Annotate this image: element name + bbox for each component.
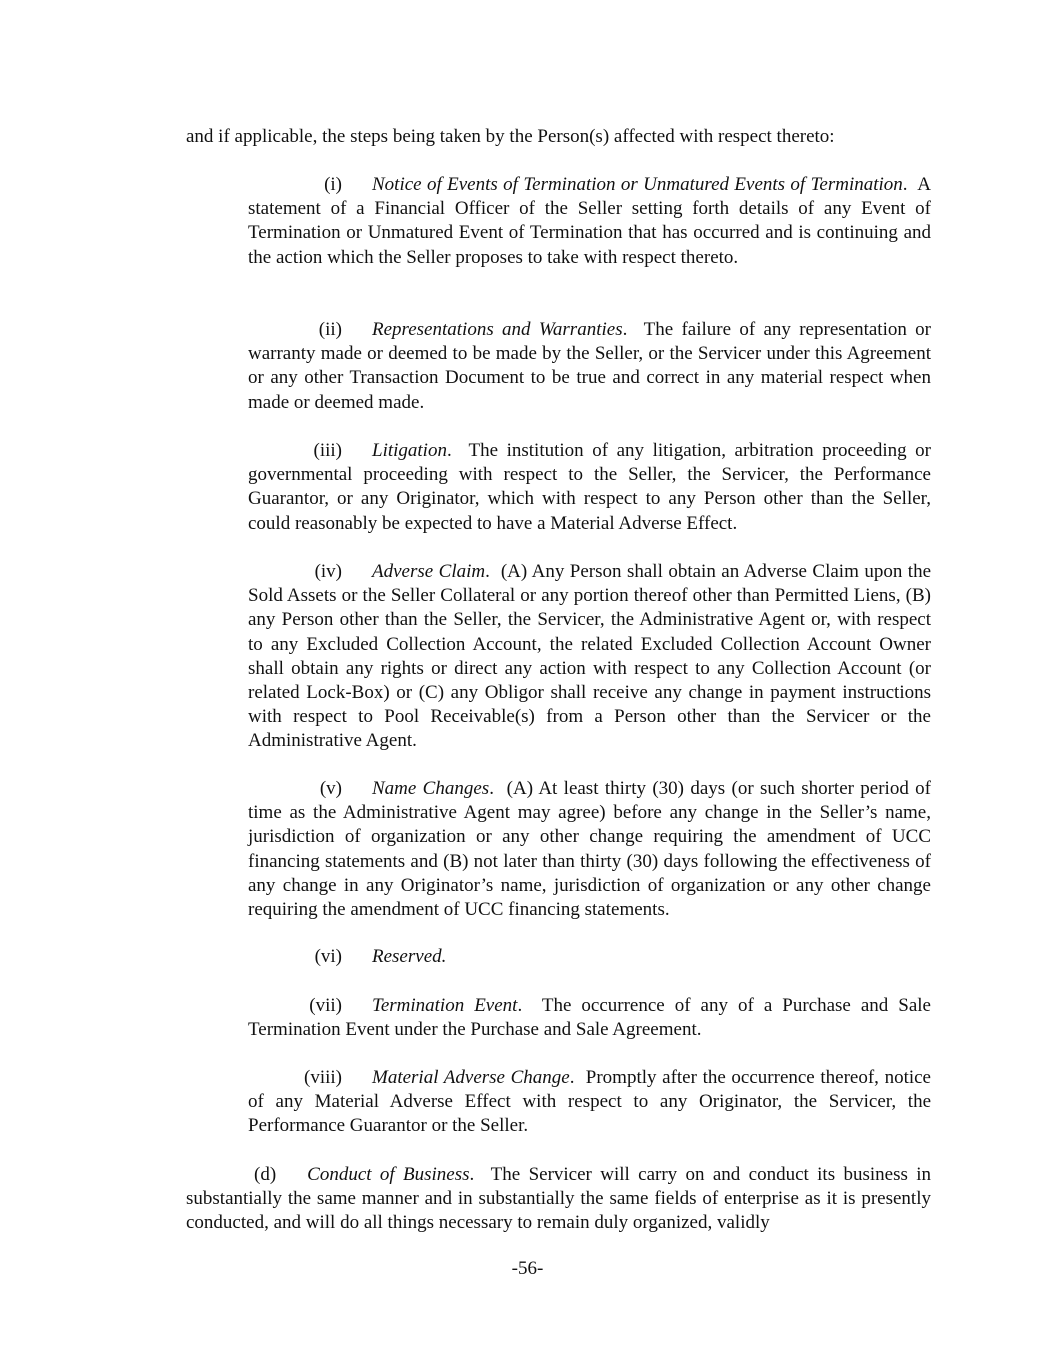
list-item: (v) Name Changes. (A) At least thirty (30) days (or such shorter period of time as the Administrative Agent may agree) before any change in the Seller’s name, jurisdiction of organization or any other change requiring the amendment of UCC financing statements and (B) not later than thirty (30) days following the effectiveness of any change in any Originator’s name, jurisdiction of organization or any other change requiring the amendment of UCC financing statements. (248, 778, 932, 921)
item-text: The occurrence of any of a Purchase and Sale Termination Event under the Purchase and Sale Agreement. (248, 995, 931, 1041)
page-number: -56- (511, 1258, 544, 1279)
item-number: (ii) (318, 319, 342, 340)
item-text: The institution of any litigation, arbitration proceeding or governmental proceeding with respect to the Seller, the Servicer, the Performance Guarantor, or any Originator, which with respect to any Person other than the Seller, could reasonably be expected to have a Material Adverse Effect. (248, 440, 931, 534)
item-text: (A) Any Person shall obtain an Adverse Claim upon the Sold Assets or the Seller Collateral or any portion thereof other than Permitted Liens, (B) any Person other than the Seller, the Servicer, the Administrative Agent or, with respect to any Excluded Collection Account, the related Excluded Collection Account Owner shall obtain any rights or direct any action with respect to any Collection Account (or related Lock-Box) or (C) any Obligor shall receive any change in payment instructions with respect to Pool Receivable(s) from a Person other than the Servicer or the Administrative Agent. (248, 561, 932, 752)
item-number: (vi) (314, 946, 342, 967)
item-number: (iv) (314, 561, 342, 582)
item-text: A statement of a Financial Officer of the Seller setting forth details of any Event of Termination or Unmatured Event of Termination that has occurred and is continuing and the action which the Seller proposes to take with respect thereto. (248, 174, 931, 268)
item-number: (iii) (313, 440, 342, 461)
item-text: The failure of any representation or warranty made or deemed to be made by the Seller, or the Servicer under this Agreement or any other Transaction Document to be true and correct in any material respect when made or deemed made. (248, 319, 931, 413)
list-item: (vii) Termination Event. The occurrence of any of a Purchase and Sale Termination Event under the Purchase and Sale Agreement. (248, 995, 931, 1041)
item-title: Representations and Warranties (372, 319, 623, 340)
list-item: (i) Notice of Events of Termination or Unmatured Events of Termination. A statement of a Financial Officer of the Seller setting forth details of any Event of Termination or Unmatured Event of Termination that has occurred and is continuing and the action which the Seller proposes to take with respect thereto. (248, 174, 931, 268)
list-item (248, 945, 931, 969)
list-item: (viii) Material Adverse Change. Promptly after the occurrence thereof, notice of any Material Adverse Effect with respect to any Originator, the Servicer, the Performance Guarantor or the Seller. (248, 1067, 931, 1137)
list-item: (iv) Adverse Claim. (A) Any Person shall obtain an Adverse Claim upon the Sold Assets or the Seller Collateral or any portion thereof other than Permitted Liens, (B) any Person other than the Seller, the Servicer, the Administrative Agent or, with respect to any Excluded Collection Account, the related Excluded Collection Account Owner shall obtain any rights or direct any action with respect to any Collection Account (or related Lock-Box) or (C) any Obligor shall receive any change in payment instructions with respect to Pool Receivable(s) from a Person other than the Servicer or the Administrative Agent. (248, 561, 932, 752)
item-title: Adverse Claim (372, 561, 486, 582)
item-title: Material Adverse Change (372, 1067, 570, 1088)
item-title: Termination Event (372, 995, 518, 1016)
item-number: (i) (324, 174, 342, 195)
item-number: (vii) (309, 995, 342, 1016)
section-d-number: (d) (254, 1164, 277, 1185)
section-d-text: The Servicer will carry on and conduct its business in substantially the same manner and in substantially the same fields of enterprise as it is presently conducted, and will do all things necessary to remain duly organized, validly (186, 1164, 931, 1234)
item-title: Reserved. (372, 946, 447, 967)
item-title: Notice of Events of Termination or Unmatured Events of Termination (372, 174, 903, 195)
item-title: Litigation (372, 440, 447, 461)
section-d-paragraph: (d) Conduct of Business. The Servicer will carry on and conduct its business in substantially the same manner and in substantially the same fields of enterprise as it is presently conducted, and will do all things necessary to remain duly organized, validly (186, 1164, 931, 1234)
item-number: (v) (319, 778, 342, 799)
item-title: Name Changes (372, 778, 490, 799)
item-text: Promptly after the occurrence thereof, notice of any Material Adverse Effect with respect to any Originator, the Servicer, the Performance Guarantor or the Seller. (248, 1067, 931, 1137)
intro-paragraph: and if applicable, the steps being taken by the Person(s) affected with respect thereto: (186, 126, 835, 147)
item-number: (viii) (304, 1067, 342, 1088)
item-text: (A) At least thirty (30) days (or such shorter period of time as the Administrative Agent may agree) before any change in the Seller’s name, jurisdiction of organization or any other change requiring the amendment of UCC financing statements and (B) not later than thirty (30) days following the effectiveness of any change in any Originator’s name, jurisdiction of organization or any other change requiring the amendment of UCC financing statements. (248, 778, 932, 921)
list-item: (iii) Litigation. The institution of any litigation, arbitration proceeding or governmental proceeding with respect to the Seller, the Servicer, the Performance Guarantor, or any Originator, which with respect to any Person other than the Seller, could reasonably be expected to have a Material Adverse Effect. (248, 440, 931, 534)
list-item: (ii) Representations and Warranties. The failure of any representation or warranty made or deemed to be made by the Seller, or the Servicer under this Agreement or any other Transaction Document to be true and correct in any material respect when made or deemed made. (248, 319, 931, 413)
section-d-title: Conduct of Business (307, 1164, 470, 1185)
